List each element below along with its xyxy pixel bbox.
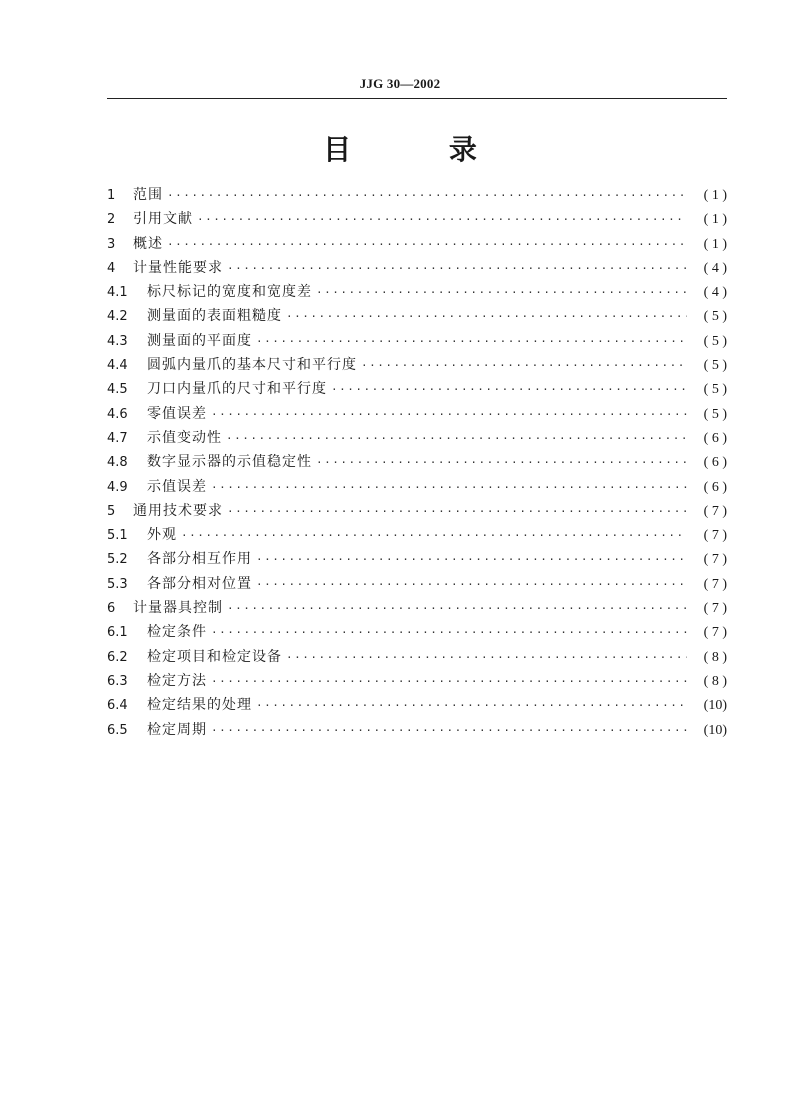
toc-page-number: ( 4 ) [703, 285, 727, 301]
toc-entry[interactable] [107, 523, 727, 547]
toc-number: 6.5 [107, 722, 128, 738]
toc-page-number: ( 6 ) [703, 455, 727, 471]
toc-label: 通用技术要求 [133, 502, 223, 519]
toc-entry[interactable] [107, 718, 727, 742]
page-title: 目 录 [323, 133, 521, 166]
toc-leader-dots [211, 719, 687, 743]
toc-entry[interactable] [107, 183, 727, 207]
toc-page-number: (10) [703, 722, 727, 738]
toc-entry[interactable] [107, 693, 727, 717]
toc-label: 各部分相互作用 [147, 551, 252, 568]
toc-number: 6 [107, 601, 116, 617]
toc-leader-dots [181, 524, 687, 548]
toc-label: 示值误差 [147, 478, 207, 495]
toc-leader-dots [361, 354, 687, 378]
toc-number: 5.3 [107, 576, 128, 592]
toc-leader-dots [256, 548, 687, 572]
toc-leader-dots [286, 305, 687, 329]
toc-leader-dots [211, 670, 687, 694]
toc-leader-dots [227, 257, 687, 281]
toc-leader-dots [211, 621, 687, 645]
toc-page-number: ( 4 ) [703, 260, 727, 276]
toc-number: 4.8 [107, 455, 128, 471]
toc-number: 4.2 [107, 309, 128, 325]
toc-label: 范围 [133, 187, 163, 203]
toc-number: 4.4 [107, 358, 128, 374]
toc-number: 4.5 [107, 382, 128, 398]
toc-number: 2 [107, 212, 116, 228]
toc-number: 4.1 [107, 285, 128, 301]
toc-label: 零值误差 [147, 405, 207, 422]
toc-number: 5 [107, 503, 116, 519]
toc-page-number: (10) [703, 698, 727, 714]
toc-leader-dots [256, 330, 687, 354]
toc-label: 测量面的表面粗糙度 [147, 308, 282, 325]
toc-page-number: ( 7 ) [703, 503, 727, 519]
toc-entry[interactable] [107, 620, 727, 644]
toc-leader-dots [226, 427, 687, 451]
toc-entry[interactable] [107, 280, 727, 304]
toc-entry[interactable] [107, 499, 727, 523]
toc-page-number: ( 6 ) [703, 430, 727, 446]
toc-leader-dots [167, 233, 687, 257]
toc-entry[interactable] [107, 596, 727, 620]
toc-leader-dots [197, 208, 687, 232]
toc-label: 引用文献 [133, 211, 193, 228]
toc-label: 检定项目和检定设备 [147, 648, 282, 665]
toc-entry[interactable] [107, 669, 727, 693]
toc-number: 5.2 [107, 552, 128, 568]
toc-page-number: ( 7 ) [703, 528, 727, 544]
toc-number: 4.9 [107, 479, 128, 495]
toc-label: 检定结果的处理 [147, 697, 252, 714]
toc-label: 检定方法 [147, 672, 207, 689]
toc-number: 6.2 [107, 649, 128, 665]
toc-label: 刀口内量爪的尺寸和平行度 [147, 381, 327, 398]
toc-label: 概述 [133, 235, 163, 252]
toc-leader-dots [286, 646, 687, 670]
toc-page-number: ( 5 ) [703, 309, 727, 325]
toc-number: 3 [107, 236, 116, 252]
toc-number: 5.1 [107, 528, 128, 544]
toc-entry[interactable] [107, 475, 727, 499]
toc-page-number: ( 5 ) [703, 358, 727, 374]
toc-leader-dots [227, 597, 687, 621]
toc-number: 4.6 [107, 406, 128, 422]
toc-number: 4 [107, 260, 116, 276]
toc-number: 6.3 [107, 673, 128, 689]
toc-leader-dots [331, 378, 687, 402]
toc-label: 检定周期 [147, 721, 207, 738]
toc-page-number: ( 5 ) [703, 333, 727, 349]
toc-number: 6.1 [107, 625, 128, 641]
toc-page-number: ( 7 ) [703, 625, 727, 641]
toc-leader-dots [211, 403, 687, 427]
toc-page-number: ( 5 ) [703, 406, 727, 422]
toc-entry[interactable] [107, 450, 727, 474]
toc-label: 数字显示器的示值稳定性 [147, 454, 312, 471]
toc-page-number: ( 1 ) [703, 212, 727, 228]
toc-leader-dots [227, 500, 687, 524]
toc-page-number: ( 8 ) [703, 673, 727, 689]
toc-leader-dots [256, 573, 687, 597]
toc-number: 6.4 [107, 698, 128, 714]
toc-entry[interactable] [107, 256, 727, 280]
toc-entry[interactable] [107, 402, 727, 426]
toc-entry[interactable] [107, 547, 727, 571]
toc-page-number: ( 1 ) [703, 236, 727, 252]
toc-label: 外观 [147, 527, 177, 544]
toc-page-number: ( 7 ) [703, 552, 727, 568]
toc-page-number: ( 7 ) [703, 576, 727, 592]
toc-entry[interactable] [107, 232, 727, 256]
toc-leader-dots [167, 184, 687, 208]
toc-number: 1 [107, 188, 116, 203]
toc-label: 圆弧内量爪的基本尺寸和平行度 [147, 357, 357, 374]
toc-label: 测量面的平面度 [147, 332, 252, 349]
toc-label: 检定条件 [147, 624, 207, 641]
toc-number: 4.7 [107, 430, 128, 446]
toc-page-number: ( 8 ) [703, 649, 727, 665]
toc-entry[interactable] [107, 426, 727, 450]
toc-leader-dots [256, 694, 687, 718]
toc-label: 计量性能要求 [133, 259, 223, 276]
document-code-header: JJG 30—2002 [359, 76, 441, 91]
toc-label: 各部分相对位置 [147, 575, 252, 592]
toc-entry[interactable] [107, 645, 727, 669]
toc-leader-dots [316, 281, 687, 305]
toc-label: 示值变动性 [147, 429, 222, 446]
toc-entry[interactable] [107, 377, 727, 401]
toc-leader-dots [211, 476, 687, 500]
toc-page-number: ( 5 ) [703, 382, 727, 398]
toc-entry[interactable] [107, 304, 727, 328]
toc-label: 计量器具控制 [133, 600, 223, 617]
toc-page-number: ( 1 ) [703, 188, 727, 203]
toc-label: 标尺标记的宽度和宽度差 [147, 284, 312, 301]
toc-entry[interactable] [107, 207, 727, 231]
toc-entry[interactable] [107, 353, 727, 377]
toc-page-number: ( 6 ) [703, 479, 727, 495]
header-rule [107, 98, 727, 99]
toc-number: 4.3 [107, 333, 128, 349]
toc-entry[interactable] [107, 572, 727, 596]
toc-leader-dots [316, 451, 687, 475]
table-of-contents [107, 183, 727, 742]
toc-entry[interactable] [107, 329, 727, 353]
toc-page-number: ( 7 ) [703, 601, 727, 617]
